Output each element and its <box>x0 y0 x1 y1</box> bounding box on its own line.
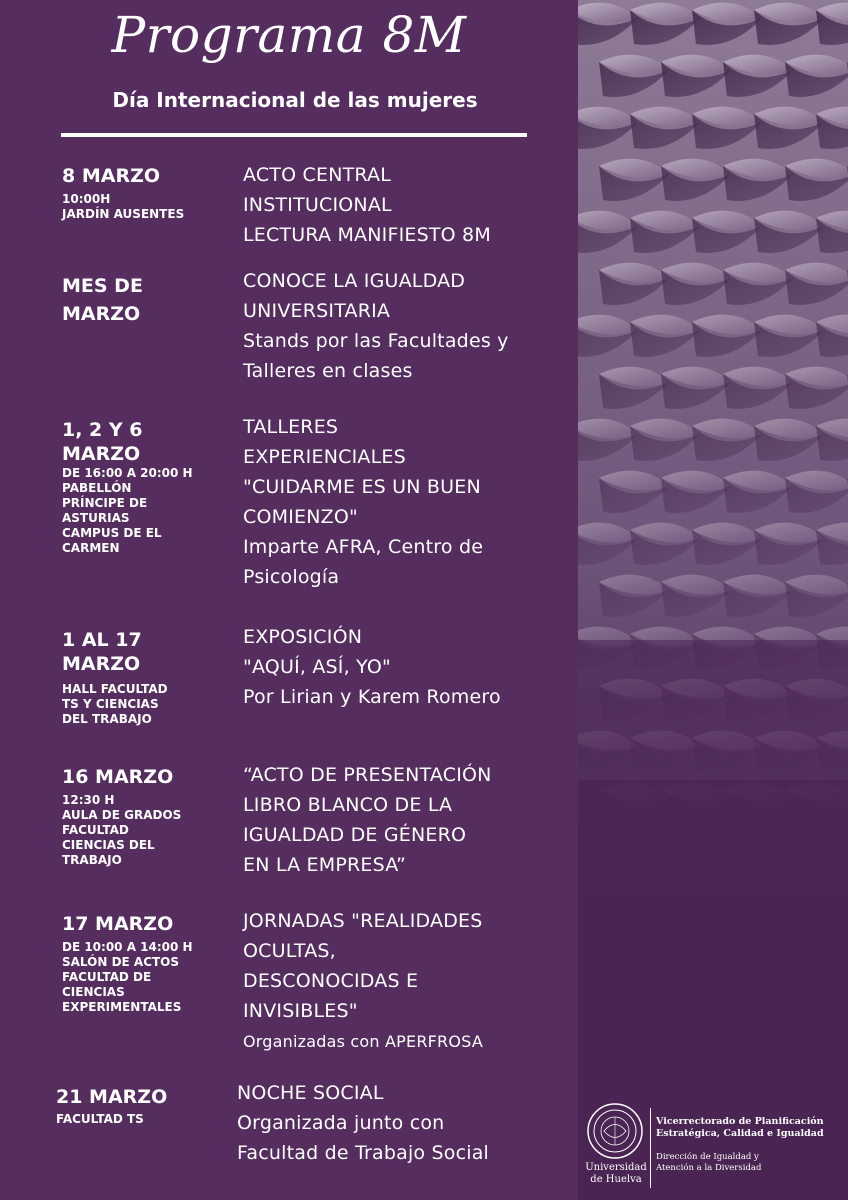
event-detail-line: SALÓN DE ACTOS <box>62 955 180 969</box>
event-detail-line: DE 10:00 A 14:00 H <box>62 940 193 954</box>
event-details <box>62 192 212 222</box>
event-description-line: Stands por las Facultades y <box>243 330 509 352</box>
event-description-line: UNIVERSITARIA <box>243 300 391 322</box>
event-description <box>243 412 563 592</box>
event-description-line: COMIENZO" <box>243 506 358 528</box>
event-description-line: IGUALDAD DE GÉNERO <box>243 824 467 846</box>
event-description-line: JORNADAS "REALIDADES <box>243 910 483 932</box>
event-detail-line: CAMPUS DE EL <box>62 526 162 540</box>
event-detail-line: EXPERIMENTALES <box>62 1000 182 1014</box>
direccion-line: Dirección de Igualdad y <box>656 1152 759 1162</box>
event-detail-line: JARDÍN AUSENTES <box>62 207 185 221</box>
event-detail-line: TS Y CIENCIAS <box>62 697 159 711</box>
event-detail-line: FACULTAD DE <box>62 970 152 984</box>
event-details <box>62 466 212 556</box>
event-details <box>62 940 212 1015</box>
event-description-line: EXPOSICIÓN <box>243 626 363 648</box>
event-detail-line: PABELLÓN <box>62 481 132 495</box>
event-description-line: "AQUÍ, ASÍ, YO" <box>243 656 391 678</box>
vicerrectorado-line: Estratégica, Calidad e Igualdad <box>656 1128 824 1139</box>
direccion-name <box>656 1152 846 1174</box>
event-description-line: DESCONOCIDAS E <box>243 970 419 992</box>
event-description <box>243 622 563 712</box>
event-details <box>62 682 212 727</box>
event-description-line: EXPERIENCIALES <box>243 446 406 468</box>
event-detail-line: PRÍNCIPE DE <box>62 496 148 510</box>
event-description-line: INVISIBLES" <box>243 1000 358 1022</box>
event-detail-line: ASTURIAS <box>62 511 130 525</box>
event-detail-line: 10:00H <box>62 192 111 206</box>
event-date: 1, 2 Y 6 MARZO <box>62 419 143 465</box>
event-date: 21 MARZO <box>56 1086 168 1108</box>
event-detail-line: 12:30 H <box>62 793 115 807</box>
decorative-image <box>578 0 848 1200</box>
direccion-line: Atención a la Diversidad <box>656 1163 762 1173</box>
event-description-line: “ACTO DE PRESENTACIÓN <box>243 764 492 786</box>
event-description-line: TALLERES <box>243 416 339 438</box>
university-name-line: Universidad <box>585 1162 647 1173</box>
event-date: 1 AL 17 MARZO <box>62 629 142 675</box>
university-seal-icon <box>586 1102 644 1160</box>
event-description-line: Imparte AFRA, Centro de <box>243 536 484 558</box>
event-description-line: Facultad de Trabajo Social <box>237 1142 490 1164</box>
title-divider <box>61 133 527 137</box>
logo-divider <box>650 1108 651 1188</box>
event-description-line: "CUIDARME ES UN BUEN <box>243 476 481 498</box>
event-detail-line: CIENCIAS DEL <box>62 838 155 852</box>
event-description-line: Psicología <box>243 566 340 588</box>
event-description <box>243 160 563 250</box>
event-description-line: Talleres en clases <box>243 360 413 382</box>
event-details <box>62 793 212 868</box>
vicerrectorado-line: Vicerrectorado de Planificación <box>656 1116 824 1127</box>
page-subtitle: Día Internacional de las mujeres <box>112 88 478 112</box>
event-description-line: INSTITUCIONAL <box>243 194 392 216</box>
event-date: MES DE MARZO <box>62 275 143 325</box>
event-detail-line: AULA DE GRADOS <box>62 808 182 822</box>
event-detail-line: DE 16:00 A 20:00 H <box>62 466 193 480</box>
event-description <box>237 1078 567 1168</box>
event-date: 17 MARZO <box>62 913 174 935</box>
university-name <box>584 1162 648 1186</box>
event-details <box>56 1112 206 1127</box>
event-description <box>243 266 573 386</box>
event-detail-line: HALL FACULTAD <box>62 682 168 696</box>
event-note: Organizadas con APERFROSA <box>243 1032 483 1051</box>
event-description <box>243 906 563 1058</box>
university-name-line: de Huelva <box>590 1174 642 1185</box>
event-description-line: LIBRO BLANCO DE LA <box>243 794 453 816</box>
event-detail-line: CIENCIAS <box>62 985 125 999</box>
event-detail-line: TRABAJO <box>62 853 122 867</box>
event-description-line: Organizada junto con <box>237 1112 445 1134</box>
page-title: Programa 8M <box>111 6 467 64</box>
event-description-line: OCULTAS, <box>243 940 336 962</box>
event-date: 8 MARZO <box>62 165 161 187</box>
event-date: 16 MARZO <box>62 766 174 788</box>
event-description-line: EN LA EMPRESA” <box>243 854 407 876</box>
vicerrectorado-name <box>656 1116 846 1140</box>
event-description-line: ACTO CENTRAL <box>243 164 392 186</box>
event-detail-line: FACULTAD <box>62 823 129 837</box>
event-detail-line: DEL TRABAJO <box>62 712 152 726</box>
event-description-line: LECTURA MANIFIESTO 8M <box>243 224 491 246</box>
event-detail-line: CARMEN <box>62 541 120 555</box>
event-description-line: NOCHE SOCIAL <box>237 1082 384 1104</box>
event-description <box>243 760 563 880</box>
event-description-line: Por Lirian y Karem Romero <box>243 686 501 708</box>
abstract-mesh-image <box>578 0 848 1200</box>
event-description-line: CONOCE LA IGUALDAD <box>243 270 466 292</box>
event-detail-line: FACULTAD TS <box>56 1112 144 1126</box>
university-logo <box>578 1090 848 1200</box>
